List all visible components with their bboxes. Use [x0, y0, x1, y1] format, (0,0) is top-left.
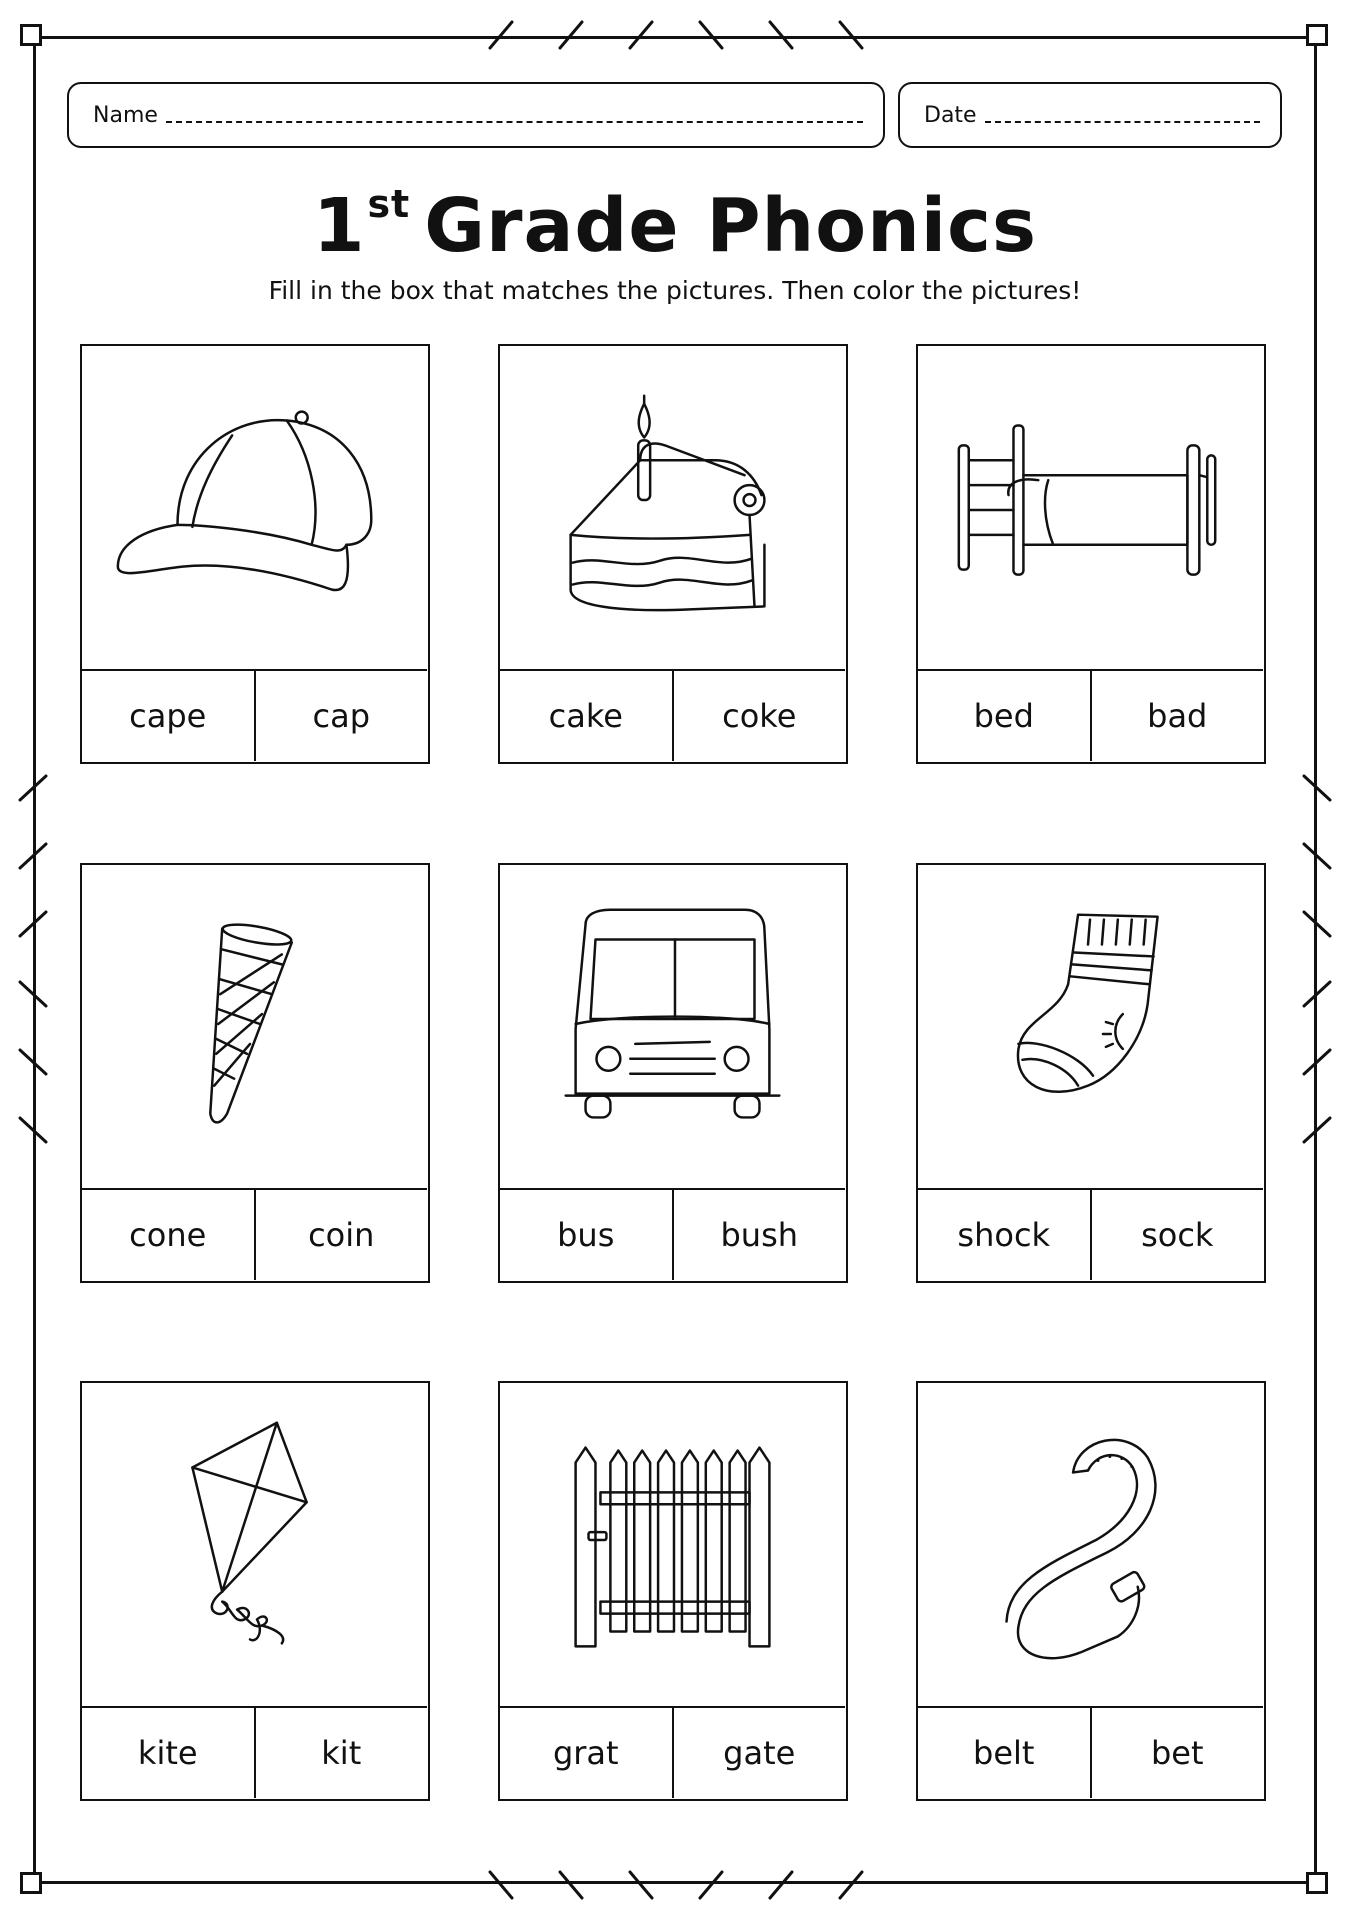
option-box[interactable]: bus — [557, 1216, 615, 1254]
sock-icon — [918, 865, 1263, 1190]
option-box[interactable]: cap — [254, 671, 428, 761]
bus-icon — [500, 865, 845, 1190]
date-line[interactable] — [985, 107, 1260, 123]
option-box[interactable]: kite — [137, 1734, 198, 1772]
cone-icon — [82, 865, 427, 1190]
cap-icon — [82, 346, 427, 671]
title-text: Grade Phonics — [424, 183, 1038, 269]
option-box[interactable]: gate — [672, 1708, 846, 1798]
title-superscript: st — [367, 182, 411, 226]
card-bed — [916, 344, 1266, 764]
card-sock — [916, 863, 1266, 1283]
kite-icon — [82, 1383, 427, 1708]
option-box[interactable]: cape — [129, 697, 207, 735]
card-cone — [80, 863, 430, 1283]
option-box[interactable]: bush — [672, 1190, 846, 1280]
card-cap — [80, 344, 430, 764]
card-cake — [498, 344, 848, 764]
option-box[interactable]: kit — [254, 1708, 428, 1798]
belt-icon — [918, 1383, 1263, 1708]
date-field[interactable] — [898, 82, 1282, 148]
option-box[interactable]: bet — [1090, 1708, 1264, 1798]
date-label: Date — [924, 102, 977, 128]
option-box[interactable]: shock — [957, 1216, 1051, 1254]
option-box[interactable]: cake — [548, 697, 623, 735]
cake-icon — [500, 346, 845, 671]
card-gate — [498, 1381, 848, 1801]
option-box[interactable]: belt — [973, 1734, 1035, 1772]
name-field[interactable] — [67, 82, 885, 148]
card-belt — [916, 1381, 1266, 1801]
page-title — [0, 182, 1350, 269]
title-number: 1 — [312, 183, 366, 269]
option-box[interactable]: sock — [1090, 1190, 1264, 1280]
option-box[interactable]: cone — [129, 1216, 207, 1254]
name-line[interactable] — [166, 107, 863, 123]
card-bus — [498, 863, 848, 1283]
option-box[interactable]: coke — [672, 671, 846, 761]
gate-icon — [500, 1383, 845, 1708]
option-box[interactable]: bed — [973, 697, 1034, 735]
instructions: Fill in the box that matches the pictures. Then color the pictures! — [268, 276, 1082, 305]
option-box[interactable]: grat — [552, 1734, 619, 1772]
bed-icon — [918, 346, 1263, 671]
card-kite — [80, 1381, 430, 1801]
option-box[interactable]: coin — [254, 1190, 428, 1280]
name-label: Name — [93, 102, 158, 128]
option-box[interactable]: bad — [1090, 671, 1264, 761]
